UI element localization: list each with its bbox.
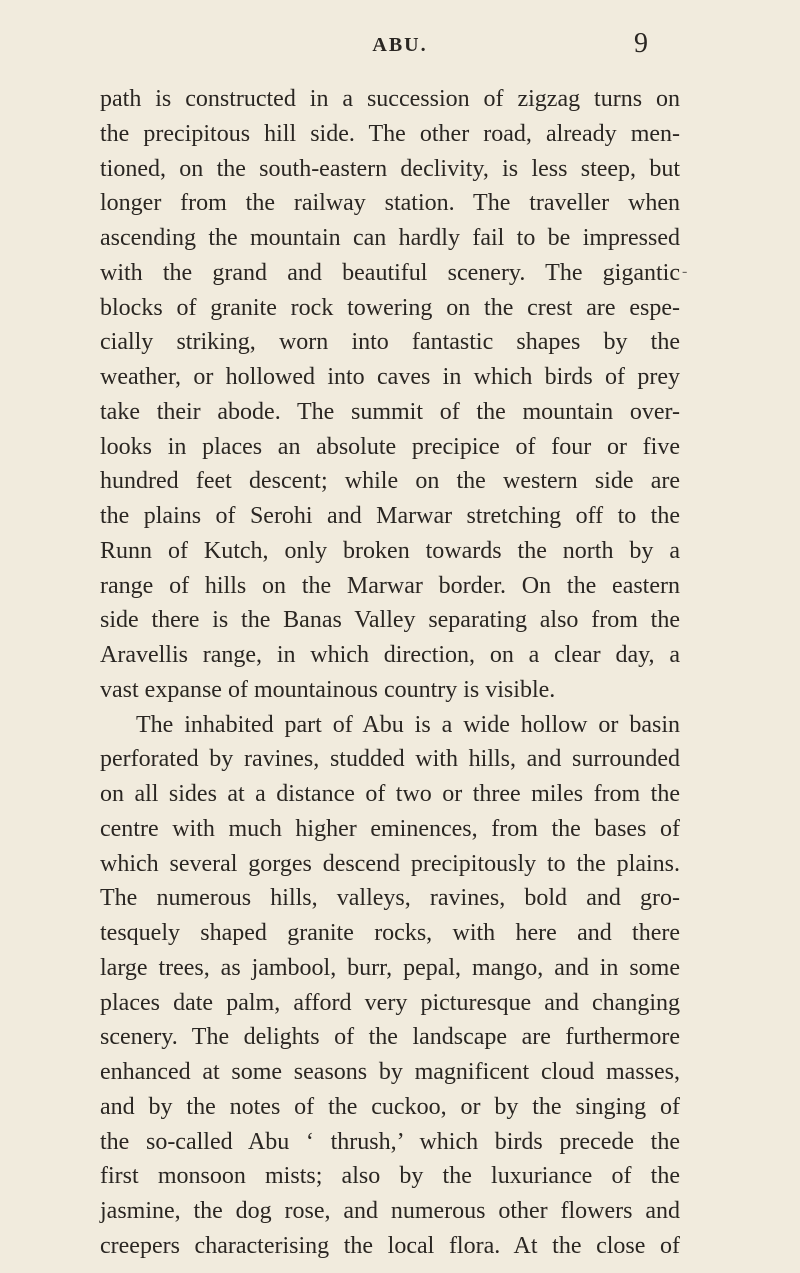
text-line: cially striking, worn into fantastic shapes by the [100, 329, 680, 356]
text-line: side there is the Banas Valley separating also from the [100, 607, 680, 634]
text-line: the plains of Serohi and Marwar stretching off to the [100, 503, 680, 529]
text-line: tioned, on the south-eastern declivity, is less steep, but [100, 155, 680, 182]
margin-mark: - [682, 263, 688, 280]
text-line: first monsoon mists; also by the luxuriance of the [100, 1163, 680, 1190]
text-line: ascending the mountain can hardly fail to be impressed [100, 225, 680, 251]
text-line: range of hills on the Marwar border. On the eastern [100, 572, 680, 599]
text-line: Runn of Kutch, only broken towards the north by a [100, 537, 680, 564]
text-line: jasmine, the dog rose, and numerous other flowers and [100, 1198, 680, 1224]
text-line: perforated by ravines, studded with hills, and surrounded [100, 746, 680, 773]
text-line: large trees, as jambool, burr, pepal, mango, and in some [100, 954, 680, 981]
page-number: 9 [634, 28, 648, 59]
text-line: with the grand and beautiful scenery. The gigantic [100, 259, 680, 286]
text-line: hundred feet descent; while on the western side are [100, 468, 680, 495]
text-line: places date palm, afford very picturesque and changing [100, 989, 680, 1016]
text-line: looks in places an absolute precipice of four or five [100, 433, 680, 460]
text-line: blocks of granite rock towering on the crest are espe- [100, 294, 680, 321]
text-line: scenery. The delights of the landscape are furthermore [100, 1024, 680, 1051]
text-line: Aravellis range, in which direction, on a clear day, a [100, 642, 680, 668]
text-line: path is constructed in a succession of zigzag turns on [100, 86, 680, 112]
text-line: enhanced at some seasons by magnificent cloud masses, [100, 1059, 680, 1085]
text-line: which several gorges descend precipitously to the plains. [100, 850, 680, 877]
page-header [0, 28, 800, 68]
text-line: centre with much higher eminences, from the bases of [100, 815, 680, 842]
text-line: The inhabited part of Abu is a wide hollow or basin [136, 711, 680, 738]
text-line: creepers characterising the local flora. At the close of [100, 1232, 680, 1259]
text-line: weather, or hollowed into caves in which birds of prey [100, 364, 680, 390]
text-line: the so-called Abu ‘ thrush,’ which birds precede the [100, 1128, 680, 1155]
text-line: the precipitous hill side. The other road, already men- [100, 120, 680, 147]
text-line: tesquely shaped granite rocks, with here and there [100, 920, 680, 946]
text-line: The numerous hills, valleys, ravines, bold and gro- [100, 885, 680, 912]
text-line: vast expanse of mountainous country is visible. [100, 676, 556, 703]
text-line: and by the notes of the cuckoo, or by the singing of [100, 1093, 680, 1120]
text-line: longer from the railway station. The traveller when [100, 190, 680, 217]
running-head: ABU. [372, 34, 428, 56]
body-text [100, 82, 680, 1264]
text-line: take their abode. The summit of the mountain over- [100, 398, 680, 425]
text-line: on all sides at a distance of two or three miles from the [100, 781, 680, 807]
